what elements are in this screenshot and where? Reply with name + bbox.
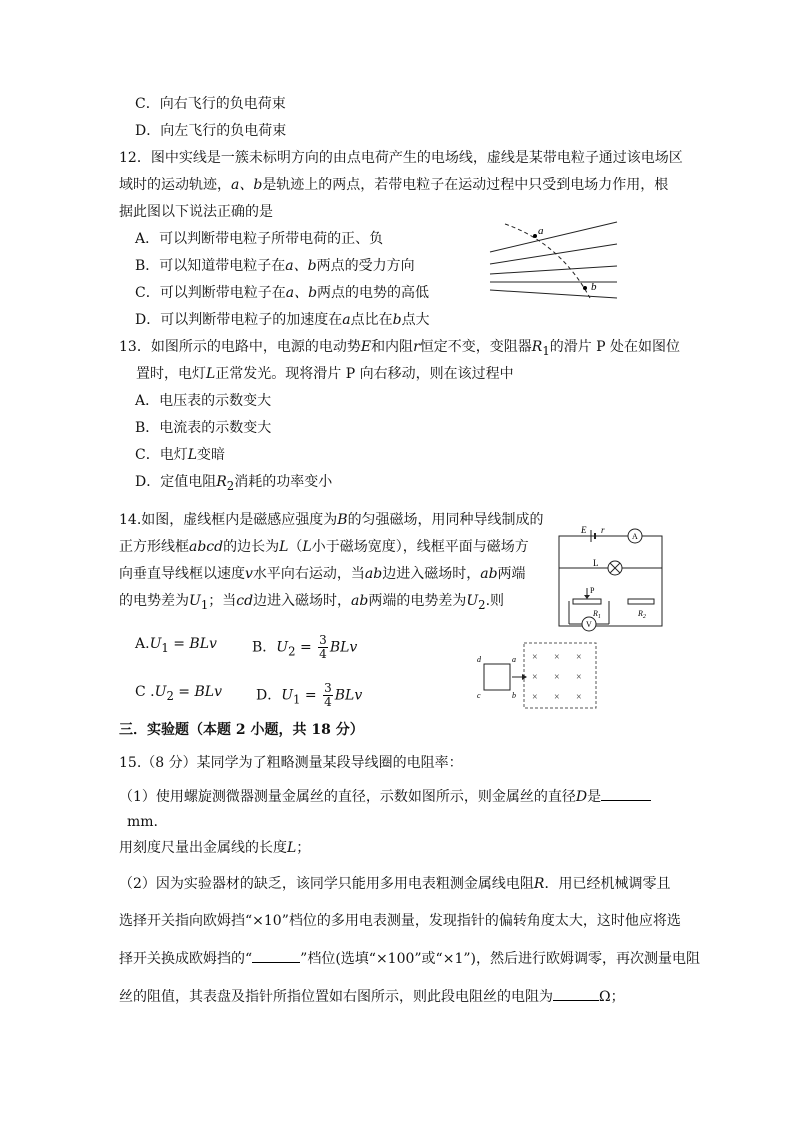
q13-option-b: B．电流表的示数变大 [135,420,272,436]
q15-stem: 15.（8 分）某同学为了粗略测量某段导线圈的电阻率： [119,755,463,771]
circuit-label-r: r [601,525,605,535]
q15-part1-line1: （1）使用螺旋测微器测量金属丝的直径，示数如图所示，则金属丝的直径D是 [119,787,651,807]
q14-magnetic-field-figure [474,640,602,712]
svg-text:×: × [532,692,538,703]
slider-label: P [590,586,595,595]
q11-option-c: C．向右飞行的负电荷束 [135,96,286,112]
lamp-label: L [593,558,599,568]
svg-text:×: × [554,692,560,703]
q12-field-lines-figure [485,218,625,303]
svg-text:×: × [554,652,560,663]
svg-text:×: × [532,672,538,683]
q13-option-c: C．电灯L变暗 [135,447,226,463]
q15-unit: mm. [127,814,159,830]
q15-part2-line1: （2）因为实验器材的缺乏，该同学只能用多用电表粗测金属线电阻R．用已经机械调零且 [119,876,671,892]
field-cross-marks [532,652,582,703]
q14-stem-line3: 向垂直导线框以速度v水平向右运动，当ab边进入磁场时，ab两端 [119,566,526,582]
frame-label-a: a [512,655,516,664]
ammeter-label: A [632,532,638,541]
q13-option-d: D．定值电阻$R_2$消耗的功率变小 [135,474,333,493]
svg-text:×: × [532,652,538,663]
section-3-heading: 三．实验题（本题 2 小题，共 18 分） [119,722,364,738]
q15-part1-line2: 用刻度尺量出金属线的长度L； [119,840,311,856]
resistance-answer-blank[interactable] [553,1000,599,1001]
q15-part2-line3: 择开关换成欧姆挡的“ ”档位(选填“×100”或“×1”)，然后进行欧姆调零，再次测量电阻 [119,951,700,967]
q12-option-c: C．可以判断带电粒子在a、b两点的电势的高低 [135,285,430,301]
svg-text:×: × [576,672,582,683]
r2-label: $R_2$ [638,609,646,620]
q14-stem-line2: 正方形线框abcd的边长为L（L小于磁场宽度），线框平面与磁场方 [119,539,529,555]
frame-label-b: b [512,691,516,700]
q14-option-d: D．$U_1$ = $\frac{3}{4}$ BLv [256,681,363,709]
circuit-label-e: E [581,525,587,535]
q13-stem-line2: 置时，电灯L正常发光。现将滑片 P 向右移动，则在该过程中 [136,366,514,382]
voltmeter-label: V [586,620,592,629]
q14-option-b: B．$U_2$ = $\frac{3}{4}$ BLv [252,633,358,661]
diameter-answer-blank[interactable] [601,800,651,801]
q12-stem-line3: 据此图以下说法正确的是 [119,204,273,220]
q15-part2-line4: 丝的阻值，其表盘及指针所指位置如右图所示，则此段电阻丝的电阻为 Ω； [119,989,625,1005]
q14-stem-line4: 的电势差为$U_1$；当cd边进入磁场时，ab两端的电势差为$U_2$.则 [119,593,505,612]
q12-stem-line2: 域时的运动轨迹，a、b是轨迹上的两点，若带电粒子在运动过程中只受到电场力作用，根 [119,177,669,193]
q14-option-c: C $.U_2$ = BLv [135,684,222,703]
q12-stem-line1: 12．图中实线是一簇未标明方向的由点电荷产生的电场线，虚线是某带电粒子通过该电场区 [119,150,683,166]
q12-fig-label-b: b [591,281,597,293]
q12-fig-label-a: a [538,225,544,237]
q12-option-a: A．可以判断带电粒子所带电荷的正、负 [135,231,384,247]
frame-label-c: c [477,691,481,700]
q14-stem-line1: 14.如图，虚线框内是磁感应强度为B的匀强磁场，用同种导线制成的 [119,512,544,528]
svg-text:×: × [554,672,560,683]
q13-circuit-figure [553,524,668,636]
r1-label: $R_1$ [593,609,601,620]
q15-part2-line2: 选择开关指向欧姆挡“×10”档位的多用电表测量，发现指针的偏转角度太大，这时他应将选 [119,913,681,929]
frame-label-d: d [477,655,481,664]
q13-stem-line1: 13．如图所示的电路中，电源的电动势E和内阻r恒定不变，变阻器$R_1$的滑片 P 处在如图位 [119,339,681,358]
svg-text:×: × [576,692,582,703]
range-answer-blank[interactable] [252,962,300,963]
svg-text:×: × [576,652,582,663]
q12-option-d: D．可以判断带电粒子的加速度在a点比在b点大 [135,312,430,328]
q13-option-a: A．电压表的示数变大 [135,393,272,409]
q11-option-d: D．向左飞行的负电荷束 [135,123,287,139]
q12-option-b: B．可以知道带电粒子在a、b两点的受力方向 [135,258,415,274]
q14-option-a: $A.U_1$ = BLv [135,636,217,655]
